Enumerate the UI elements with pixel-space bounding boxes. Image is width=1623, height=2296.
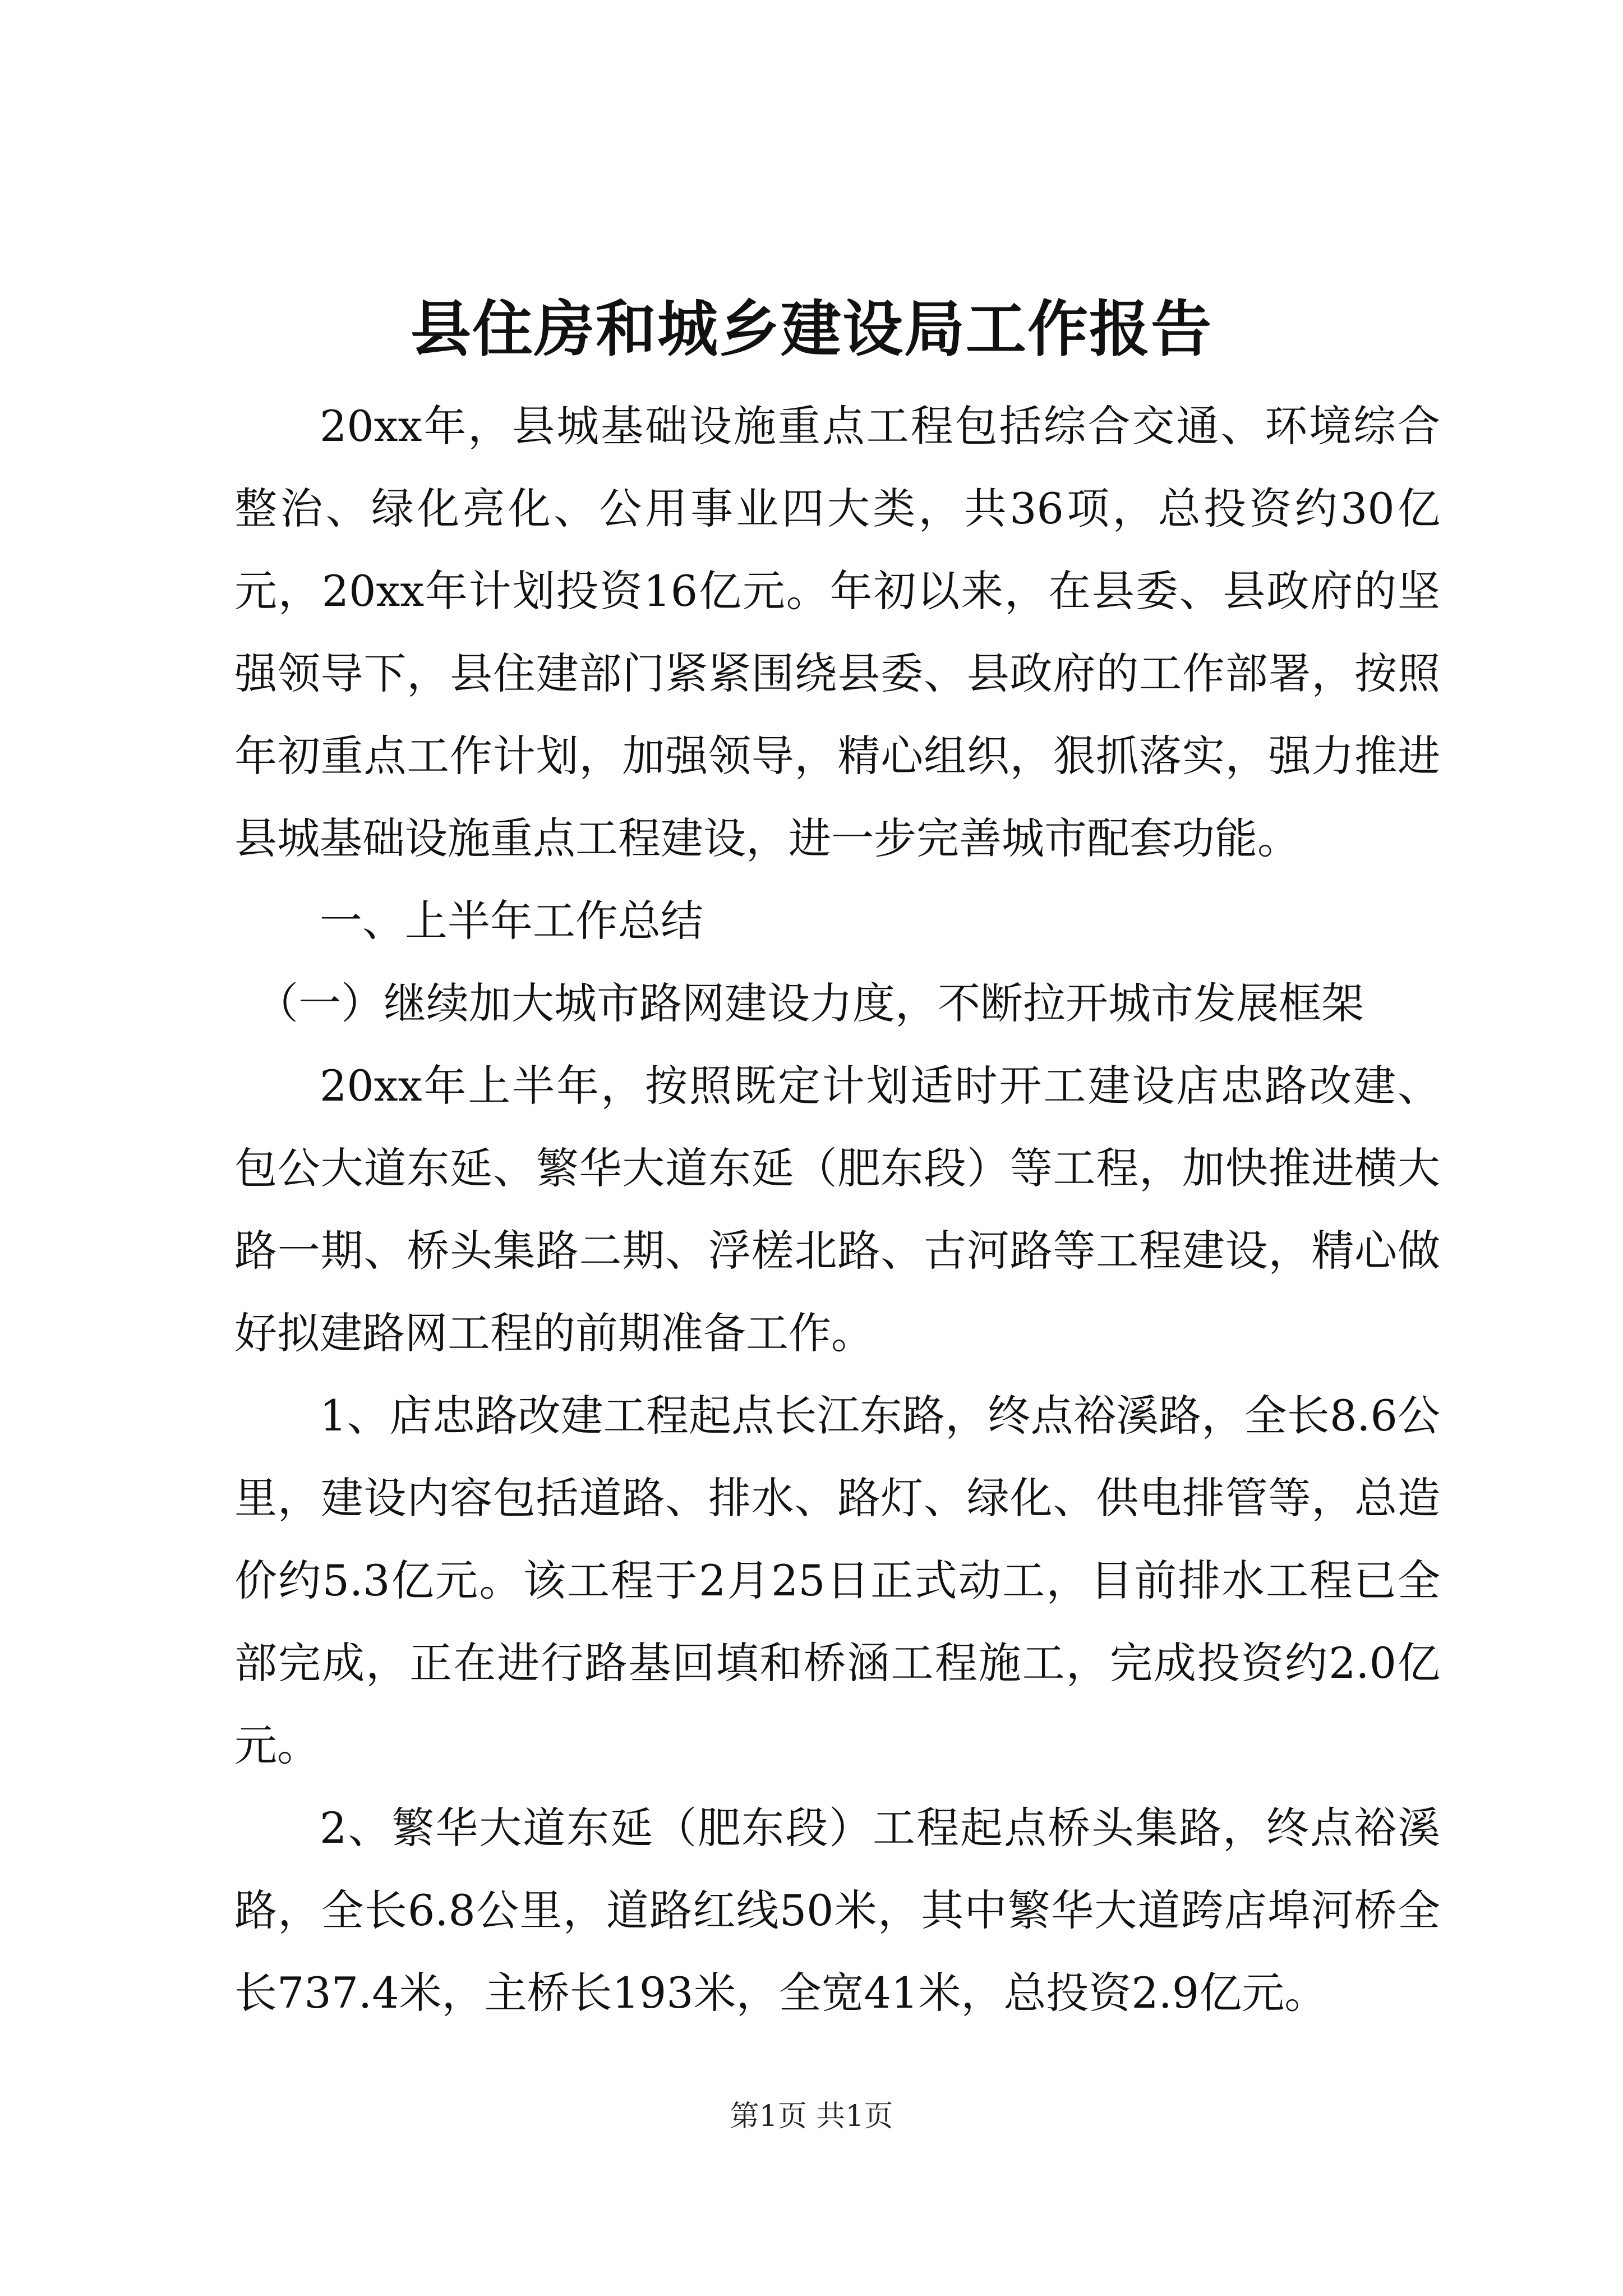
document-title: 县住房和城乡建设局工作报告	[410, 294, 1212, 365]
paragraph-intro: 20xx年，县城基础设施重点工程包括综合交通、环境综合整治、绿化亮化、公用事业四大类，共36项，总投资约30亿元，20xx年计划投资16亿元。年初以来，在县委、县政府的坚强领导下，县住建部门紧紧围绕县委、县政府的工作部署，按照年初重点工作计划，加强领导，精心组织，狠抓落实，强力推进县城基础设施重点工程建设，进一步完善城市配套功能。	[234, 401, 1440, 863]
page-footer: 第1页 共1页	[730, 2100, 893, 2133]
section-heading: 一、上半年工作总结	[320, 896, 703, 946]
subsection-heading: （一）继续加大城市路网建设力度，不断拉开城市发展框架	[256, 978, 1364, 1028]
paragraph-roadnet: 20xx年上半年，按照既定计划适时开工建设店忠路改建、包公大道东延、繁华大道东延（肥东段）等工程，加快推进横大路一期、桥头集路二期、浮槎北路、古河路等工程建设，精心做好拟建路网工程的前期准备工作。	[234, 1061, 1440, 1358]
document-body	[234, 385, 1440, 2034]
paragraph-item-1: 1、店忠路改建工程起点长江东路，终点裕溪路，全长8.6公里，建设内容包括道路、排水、路灯、绿化、供电排管等，总造价约5.3亿元。该工程于2月25日正式动工，目前排水工程已全部完成，正在进行路基回填和桥涵工程施工，完成投资约2.0亿元。	[234, 1391, 1440, 1770]
paragraph-item-2: 2、繁华大道东延（肥东段）工程起点桥头集路，终点裕溪路，全长6.8公里，道路红线50米，其中繁华大道跨店埠河桥全长737.4米，主桥长193米，全宽41米，总投资2.9亿元。	[234, 1803, 1440, 2018]
